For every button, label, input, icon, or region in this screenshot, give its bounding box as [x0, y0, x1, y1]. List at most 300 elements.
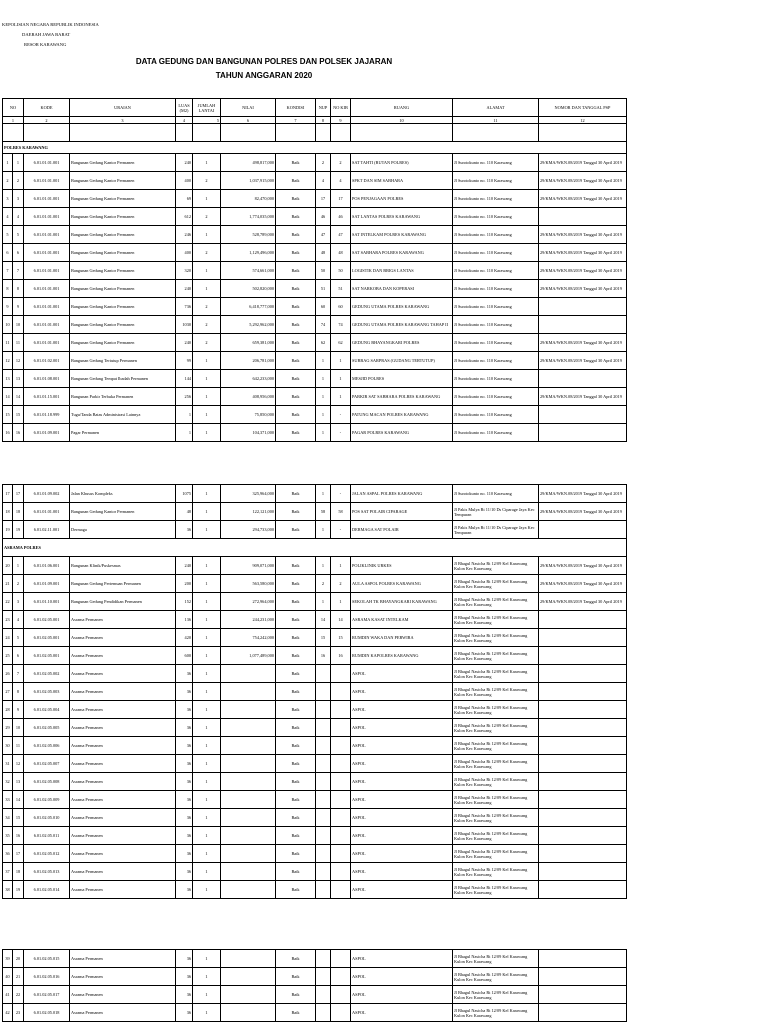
row-kode: 6.01.01.02.001: [24, 352, 70, 370]
row-luas: 36: [176, 773, 193, 791]
row-psp: [539, 370, 627, 388]
row-kondisi: Baik: [276, 190, 316, 208]
row-no: 41: [3, 986, 13, 1004]
row-no: 26: [3, 665, 13, 683]
row-alamat: Jl Surotokunto no. 110 Karawang: [453, 154, 539, 172]
row-sub-no: 5: [13, 226, 24, 244]
table-row: [3, 280, 627, 298]
row-kode: 6.01.01.18.999: [24, 406, 70, 424]
row-kode: 6.01.01.01.001: [24, 172, 70, 190]
row-alamat: Jl Bhagul Nasicha Rt 12/09 Kel Karawang Kulon Kec Karawang: [453, 593, 539, 611]
row-kode: 6.01.02.05.001: [24, 647, 70, 665]
row-no: 37: [3, 863, 13, 881]
row-nilai: 325,964,000: [221, 485, 276, 503]
row-ruang: POLIKLINIK URKES: [351, 557, 453, 575]
row-kondisi: Baik: [276, 647, 316, 665]
table-row: [3, 557, 627, 575]
row-no: 32: [3, 773, 13, 791]
row-alamat: Jl Surotokunto no. 110 Karawang: [453, 280, 539, 298]
row-luas: 36: [176, 809, 193, 827]
col-number: 12: [539, 117, 627, 124]
row-ruang: POS PENJAGAAN POLRES: [351, 190, 453, 208]
row-lantai: 1: [193, 986, 221, 1004]
row-nup: 16: [316, 647, 331, 665]
row-kib: 58: [331, 503, 351, 521]
row-kondisi: Baik: [276, 262, 316, 280]
row-kondisi: Baik: [276, 208, 316, 226]
row-alamat: Jl Surotokunto no. 110 Karawang: [453, 485, 539, 503]
row-kondisi: Baik: [276, 226, 316, 244]
row-ruang: ASPOL: [351, 881, 453, 899]
col-number: 1: [3, 117, 24, 124]
col-header-psp: NOMOR DAN TANGGAL PSP: [539, 99, 627, 117]
row-psp: [539, 773, 627, 791]
row-sub-no: 3: [13, 593, 24, 611]
col-header-no-kib: NO KIB: [331, 99, 351, 117]
section-row: [3, 142, 627, 154]
col-header-kode: KODE: [24, 99, 70, 117]
row-nup: 58: [316, 503, 331, 521]
row-luas: 240: [176, 334, 193, 352]
row-sub-no: 18: [13, 503, 24, 521]
row-uraian: Asrama Permanen: [70, 791, 176, 809]
row-lantai: 2: [193, 172, 221, 190]
row-lantai: 1: [193, 503, 221, 521]
row-alamat: Jl Surotokunto no. 110 Karawang: [453, 370, 539, 388]
row-kib: -: [331, 424, 351, 442]
row-alamat: Jl Surotokunto no. 110 Karawang: [453, 244, 539, 262]
row-uraian: Bangunan Gedung Kantor Permanen: [70, 334, 176, 352]
row-lantai: 1: [193, 352, 221, 370]
row-lantai: 1: [193, 827, 221, 845]
row-psp: 29/KMA/WKN.08/2019 Tanggal 30 April 2019: [539, 557, 627, 575]
row-lantai: 1: [193, 665, 221, 683]
col-number: 8: [316, 117, 331, 124]
table-row: [3, 881, 627, 899]
row-lantai: 1: [193, 406, 221, 424]
table-row: [3, 737, 627, 755]
row-lantai: 1: [193, 809, 221, 827]
row-nilai: 294,733,000: [221, 521, 276, 539]
row-uraian: Bangunan Gedung Kantor Permanen: [70, 190, 176, 208]
row-luas: 736: [176, 298, 193, 316]
row-alamat: Jl Surotokunto no. 110 Karawang: [453, 298, 539, 316]
row-alamat: Jl Bhagul Nasicha Rt 12/09 Kel Karawang Kulon Kec Karawang: [453, 701, 539, 719]
row-kondisi: Baik: [276, 950, 316, 968]
col-header-nup: NUP: [316, 99, 331, 117]
row-luas: 36: [176, 683, 193, 701]
table-row: [3, 298, 627, 316]
row-nilai: [221, 755, 276, 773]
row-no: 8: [3, 280, 13, 298]
row-kib: [331, 863, 351, 881]
row-nilai: 1,129,496,000: [221, 244, 276, 262]
row-luas: 240: [176, 557, 193, 575]
table-row: [3, 208, 627, 226]
row-kib: -: [331, 485, 351, 503]
col-header-no: NO: [3, 99, 24, 117]
row-kondisi: Baik: [276, 791, 316, 809]
col-header-uraian: URAIAN: [70, 99, 176, 117]
row-kondisi: Baik: [276, 719, 316, 737]
row-psp: 29/KMA/WKN.08/2019 Tanggal 30 April 2019: [539, 388, 627, 406]
table-row: [3, 629, 627, 647]
row-kib: [331, 701, 351, 719]
row-sub-no: 19: [13, 881, 24, 899]
row-alamat: Jl Surotokunto no. 110 Karawang: [453, 208, 539, 226]
row-no: 22: [3, 593, 13, 611]
row-no: 4: [3, 208, 13, 226]
row-lantai: 1: [193, 190, 221, 208]
row-luas: 1075: [176, 485, 193, 503]
row-sub-no: 16: [13, 424, 24, 442]
col-number: 2: [24, 117, 70, 124]
row-uraian: Asrama Permanen: [70, 986, 176, 1004]
row-nup: [316, 719, 331, 737]
table-row: [3, 244, 627, 262]
row-sub-no: 15: [13, 809, 24, 827]
row-uraian: Tugu/Tanda Batas Administrasi Lainnya: [70, 406, 176, 424]
row-nup: 51: [316, 280, 331, 298]
table-row: [3, 503, 627, 521]
row-nup: [316, 881, 331, 899]
row-kondisi: Baik: [276, 521, 316, 539]
row-alamat: Jl Bhagul Nasicha Rt 12/09 Kel Karawang Kulon Kec Karawang: [453, 791, 539, 809]
row-uraian: Bangunan Gedung Kantor Permanen: [70, 298, 176, 316]
row-kode: 6.01.02.05.014: [24, 881, 70, 899]
row-uraian: Bangunan Gedung Tempat Ibadah Permanen: [70, 370, 176, 388]
row-alamat: Jl Bhagul Nasicha Rt 12/09 Kel Karawang Kulon Kec Karawang: [453, 665, 539, 683]
row-lantai: 1: [193, 280, 221, 298]
letterhead-line-2: DAERAH JAWA BARAT: [22, 32, 71, 37]
row-ruang: JALAN ASPAL POLRES KARAWANG: [351, 485, 453, 503]
table-row: [3, 593, 627, 611]
table-body-page-2b: [3, 557, 627, 899]
row-alamat: Jl Surotokunto no. 110 Karawang: [453, 334, 539, 352]
row-alamat: Jl Surotokunto no. 110 Karawang: [453, 316, 539, 334]
letterhead: [2, 20, 99, 50]
row-lantai: 2: [193, 208, 221, 226]
row-kib: -: [331, 406, 351, 424]
row-nup: [316, 683, 331, 701]
row-ruang: ASPOL: [351, 1004, 453, 1022]
row-kode: 6.01.01.01.001: [24, 298, 70, 316]
row-lantai: 1: [193, 424, 221, 442]
document-subtitle: TAHUN ANGGARAN 2020: [215, 71, 313, 80]
row-kode: 6.01.02.05.003: [24, 683, 70, 701]
col-number: 7: [276, 117, 316, 124]
row-lantai: 1: [193, 557, 221, 575]
row-luas: 400: [176, 244, 193, 262]
row-nilai: [221, 950, 276, 968]
row-luas: 36: [176, 737, 193, 755]
row-luas: 36: [176, 755, 193, 773]
row-ruang: SEKOLAH TK BHAYANGKARI KARAWANG: [351, 593, 453, 611]
row-uraian: Bangunan Gedung Kantor Permanen: [70, 262, 176, 280]
row-alamat: Jl Bhagul Nasicha Rt 12/09 Kel Karawang Kulon Kec Karawang: [453, 773, 539, 791]
row-kondisi: Baik: [276, 845, 316, 863]
row-no: 2: [3, 172, 13, 190]
row-nilai: [221, 986, 276, 1004]
row-uraian: Asrama Permanen: [70, 968, 176, 986]
row-kondisi: Baik: [276, 370, 316, 388]
row-luas: 36: [176, 863, 193, 881]
row-no: 13: [3, 370, 13, 388]
row-luas: 246: [176, 226, 193, 244]
table-row: [3, 863, 627, 881]
row-luas: 144: [176, 370, 193, 388]
row-nilai: [221, 791, 276, 809]
row-psp: 29/KMA/WKN.08/2019 Tanggal 30 April 2019: [539, 280, 627, 298]
row-alamat: Jl Bhagul Nasicha Rt 12/09 Kel Karawang Kulon Kec Karawang: [453, 737, 539, 755]
row-nup: [316, 773, 331, 791]
row-nilai: 122,121,000: [221, 503, 276, 521]
row-psp: [539, 629, 627, 647]
row-ruang: RUMDIN WAKA DAN PERWIRA: [351, 629, 453, 647]
col-header-alamat: ALAMAT: [453, 99, 539, 117]
row-sub-no: 13: [13, 370, 24, 388]
table-row: [3, 424, 627, 442]
row-alamat: Jl Bhagul Nasicha Rt 12/09 Kel Karawang Kulon Kec Karawang: [453, 683, 539, 701]
row-alamat: Jl Bhagul Nasicha Rt 12/09 Kel Karawang Kulon Kec Karawang: [453, 755, 539, 773]
row-no: 24: [3, 629, 13, 647]
row-luas: 36: [176, 521, 193, 539]
row-uraian: Asrama Permanen: [70, 809, 176, 827]
row-luas: 1: [176, 424, 193, 442]
row-lantai: 1: [193, 701, 221, 719]
row-luas: 240: [176, 154, 193, 172]
row-psp: [539, 611, 627, 629]
row-kode: 6.01.02.05.015: [24, 950, 70, 968]
row-alamat: Jl Surotokunto no. 110 Karawang: [453, 262, 539, 280]
row-kib: [331, 950, 351, 968]
row-nilai: [221, 827, 276, 845]
row-ruang: SAT SABHARA POLRES KARAWANG: [351, 244, 453, 262]
row-no: 35: [3, 827, 13, 845]
row-kondisi: Baik: [276, 809, 316, 827]
row-kode: 6.01.01.08.001: [24, 370, 70, 388]
table-row: [3, 665, 627, 683]
row-uraian: Asrama Permanen: [70, 845, 176, 863]
row-kode: 6.01.02.05.016: [24, 968, 70, 986]
row-kib: 50: [331, 262, 351, 280]
row-luas: 152: [176, 593, 193, 611]
table-row: [3, 370, 627, 388]
row-psp: 29/KMA/WKN.08/2019 Tanggal 30 April 2019: [539, 172, 627, 190]
row-kondisi: Baik: [276, 557, 316, 575]
col-number: 3: [70, 117, 176, 124]
row-nilai: 408,956,000: [221, 388, 276, 406]
row-alamat: Jl Bhagul Nasicha Rt 12/09 Kel Karawang Kulon Kec Karawang: [453, 1004, 539, 1022]
row-psp: [539, 827, 627, 845]
row-kode: 6.01.02.05.017: [24, 986, 70, 1004]
row-kondisi: Baik: [276, 575, 316, 593]
row-nilai: 5,292,962,000: [221, 316, 276, 334]
row-kode: 6.01.02.05.007: [24, 755, 70, 773]
row-kondisi: Baik: [276, 503, 316, 521]
row-psp: [539, 863, 627, 881]
row-nup: [316, 701, 331, 719]
table-row: [3, 791, 627, 809]
building-table-page-2: [2, 484, 627, 899]
spacer-row: [3, 124, 627, 142]
row-nilai: 1,774,035,000: [221, 208, 276, 226]
table-row: [3, 809, 627, 827]
row-alamat: Jl Bhagul Nasicha Rt 12/09 Kel Karawang Kulon Kec Karawang: [453, 950, 539, 968]
row-nup: 14: [316, 611, 331, 629]
table-row: [3, 968, 627, 986]
row-nup: 2: [316, 575, 331, 593]
row-kib: 16: [331, 647, 351, 665]
table-row: [3, 262, 627, 280]
row-kode: 6.01.02.05.004: [24, 701, 70, 719]
row-sub-no: 6: [13, 647, 24, 665]
row-lantai: 1: [193, 629, 221, 647]
row-nup: [316, 863, 331, 881]
row-kode: 6.01.02.05.018: [24, 1004, 70, 1022]
row-nup: 2: [316, 154, 331, 172]
row-sub-no: 2: [13, 575, 24, 593]
row-uraian: Bangunan Gedung Kantor Permanen: [70, 208, 176, 226]
row-sub-no: 20: [13, 950, 24, 968]
document-title: DATA GEDUNG DAN BANGUNAN POLRES DAN POLSEK JAJARAN: [135, 57, 393, 66]
row-no: 1: [3, 154, 13, 172]
row-kib: [331, 827, 351, 845]
row-sub-no: 14: [13, 791, 24, 809]
row-alamat: Jl Surotokunto no. 110 Karawang: [453, 226, 539, 244]
row-kib: 46: [331, 208, 351, 226]
row-ruang: ASPOL: [351, 719, 453, 737]
row-kib: 1: [331, 388, 351, 406]
row-kib: [331, 1004, 351, 1022]
table-row: [3, 172, 627, 190]
row-nup: [316, 968, 331, 986]
table-row: [3, 1004, 627, 1022]
col-header-luas: LUAS (M2): [176, 99, 193, 117]
row-luas: 612: [176, 208, 193, 226]
row-sub-no: 10: [13, 316, 24, 334]
row-uraian: Asrama Permanen: [70, 755, 176, 773]
row-ruang: ASPOL: [351, 773, 453, 791]
row-psp: 29/KMA/WKN.08/2019 Tanggal 30 April 2019: [539, 593, 627, 611]
row-no: 28: [3, 701, 13, 719]
row-nup: 1: [316, 352, 331, 370]
table-row: [3, 755, 627, 773]
row-nilai: [221, 881, 276, 899]
row-kib: 1: [331, 370, 351, 388]
row-alamat: Jl Surotokunto no. 110 Karawang: [453, 190, 539, 208]
row-lantai: 1: [193, 950, 221, 968]
row-sub-no: 17: [13, 845, 24, 863]
row-luas: 36: [176, 845, 193, 863]
row-psp: [539, 986, 627, 1004]
row-alamat: Jl Bhagul Nasicha Rt 12/09 Kel Karawang Kulon Kec Karawang: [453, 557, 539, 575]
row-no: 5: [3, 226, 13, 244]
row-uraian: Asrama Permanen: [70, 737, 176, 755]
row-sub-no: 10: [13, 719, 24, 737]
row-ruang: SAT INTELKAM POLRES KARAWANG: [351, 226, 453, 244]
row-luas: 36: [176, 986, 193, 1004]
row-kode: 6.01.01.01.001: [24, 334, 70, 352]
row-lantai: 1: [193, 593, 221, 611]
row-sub-no: 19: [13, 521, 24, 539]
row-no: 10: [3, 316, 13, 334]
col-number: 5: [193, 117, 221, 124]
row-alamat: Jl Bhagul Nasicha Rt 12/09 Kel Karawang Kulon Kec Karawang: [453, 845, 539, 863]
row-kondisi: Baik: [276, 352, 316, 370]
row-kib: 1: [331, 557, 351, 575]
row-psp: 29/KMA/WKN.08/2019 Tanggal 30 April 2019: [539, 575, 627, 593]
row-luas: 36: [176, 950, 193, 968]
row-luas: 48: [176, 503, 193, 521]
row-no: 27: [3, 683, 13, 701]
row-alamat: Jl Bhagul Nasicha Rt 12/09 Kel Karawang Kulon Kec Karawang: [453, 827, 539, 845]
table-body-page-1: [3, 154, 627, 442]
row-kode: 6.01.01.01.001: [24, 226, 70, 244]
row-kondisi: Baik: [276, 424, 316, 442]
row-kode: 6.01.01.10.001: [24, 593, 70, 611]
row-ruang: SAT LANTAS POLRES KARAWANG: [351, 208, 453, 226]
section-title-asrama: ASRAMA POLRES: [3, 539, 627, 557]
row-luas: 1030: [176, 316, 193, 334]
row-nup: [316, 791, 331, 809]
row-kode: 6.01.02.05.012: [24, 845, 70, 863]
row-kondisi: Baik: [276, 280, 316, 298]
row-alamat: Jl Bhagul Nasicha Rt 12/09 Kel Karawang Kulon Kec Karawang: [453, 809, 539, 827]
row-ruang: ASPOL: [351, 845, 453, 863]
row-luas: 256: [176, 388, 193, 406]
building-table-page-3: [2, 949, 627, 1022]
row-psp: [539, 1004, 627, 1022]
row-alamat: Jl Surotokunto no. 110 Karawang: [453, 352, 539, 370]
row-psp: [539, 521, 627, 539]
row-sub-no: 16: [13, 827, 24, 845]
row-luas: 136: [176, 611, 193, 629]
table-row: [3, 334, 627, 352]
row-lantai: 1: [193, 683, 221, 701]
row-nup: 1: [316, 593, 331, 611]
row-no: 16: [3, 424, 13, 442]
row-kondisi: Baik: [276, 388, 316, 406]
row-psp: 29/KMA/WKN.08/2019 Tanggal 30 April 2019: [539, 352, 627, 370]
row-ruang: POS SAT POLAIR CIPARAGE: [351, 503, 453, 521]
row-sub-no: 21: [13, 968, 24, 986]
row-uraian: Bangunan Gedung Kantor Permanen: [70, 172, 176, 190]
row-ruang: DERMAGA SAT POLAIR: [351, 521, 453, 539]
row-nilai: 6,418,777,000: [221, 298, 276, 316]
row-uraian: Bangunan Gedung Tertutup Permanen: [70, 352, 176, 370]
row-ruang: ASPOL: [351, 755, 453, 773]
row-psp: [539, 647, 627, 665]
row-no: 6: [3, 244, 13, 262]
row-no: 39: [3, 950, 13, 968]
row-uraian: Asrama Permanen: [70, 863, 176, 881]
row-sub-no: 11: [13, 737, 24, 755]
table-section-asrama: [3, 539, 627, 557]
row-sub-no: 8: [13, 683, 24, 701]
row-kib: 47: [331, 226, 351, 244]
row-lantai: 1: [193, 611, 221, 629]
row-kode: 6.01.01.09.002: [24, 485, 70, 503]
row-luas: 69: [176, 190, 193, 208]
row-kondisi: Baik: [276, 773, 316, 791]
row-nilai: [221, 845, 276, 863]
row-sub-no: 4: [13, 208, 24, 226]
row-kondisi: Baik: [276, 665, 316, 683]
row-kode: 6.01.02.05.013: [24, 863, 70, 881]
table-row: [3, 683, 627, 701]
section-row: [3, 539, 627, 557]
